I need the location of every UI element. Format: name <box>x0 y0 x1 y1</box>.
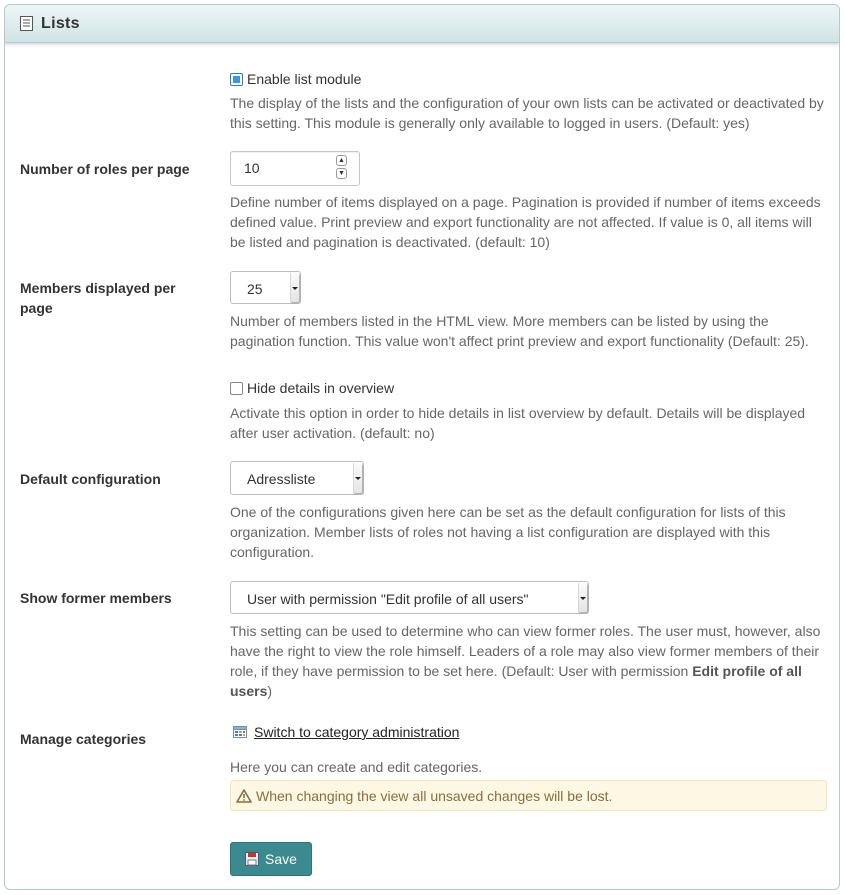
save-button[interactable] <box>230 842 312 876</box>
roles-per-page-value: 10 <box>244 160 260 176</box>
panel-header <box>5 5 839 43</box>
roles-per-page-help: Define number of items displayed on a page. Pagination is provided if number of items exceeds defined value. Print preview and export functionality are not affected. If value is 0, all items will be listed and pagination is deactivated. (default: 10) <box>230 194 821 250</box>
category-admin-link[interactable]: Switch to category administration <box>254 724 460 740</box>
roles-per-page-label: Number of roles per page <box>20 161 190 177</box>
hide-details-label: Hide details in overview <box>247 380 395 396</box>
chevron-down-icon[interactable] <box>290 273 299 302</box>
former-members-help-text: This setting can be used to determine who can view former roles. The user must, however, also have the right to view the role himself. Leaders of a role may also view former members of their role, if they have permission to be set here. (Default: User with permission <box>230 623 821 679</box>
enable-list-module-checkbox[interactable] <box>230 73 243 86</box>
hide-details-help: Activate this option in order to hide details in list overview by default. Details will be displayed after user activation. (default: no) <box>230 405 806 441</box>
manage-categories-label: Manage categories <box>20 731 147 747</box>
unsaved-changes-warning <box>230 780 827 811</box>
spin-down-icon[interactable]: ▼ <box>336 168 347 179</box>
members-per-page-value: 25 <box>247 281 263 297</box>
default-configuration-label: Default configuration <box>20 471 161 487</box>
manage-categories-help: Here you can create and edit categories. <box>230 759 483 775</box>
warning-icon <box>236 789 252 803</box>
category-admin-link-row[interactable] <box>233 724 459 740</box>
hide-details-checkbox[interactable] <box>230 382 243 395</box>
table-grid-icon <box>233 726 247 738</box>
default-configuration-select[interactable] <box>230 461 364 495</box>
show-former-members-value: User with permission "Edit profile of all users" <box>247 591 529 607</box>
chevron-down-icon[interactable] <box>353 463 362 493</box>
members-per-page-help: Number of members listed in the HTML view. More members can be listed by using the pagination function. This value won't affect print preview and export functionality (Default: 25). <box>230 313 809 349</box>
enable-list-module-label: Enable list module <box>247 71 362 87</box>
members-per-page-label: Members displayed per page <box>20 280 176 316</box>
list-document-icon <box>20 16 33 31</box>
default-configuration-help: One of the configurations given here can be set as the default configuration for lists of this organization. Member lists of roles not having a list configuration are displayed with this configuration. <box>230 504 786 560</box>
hide-details-option[interactable] <box>230 379 394 397</box>
former-members-help-bold: Edit profile of all users <box>230 663 802 699</box>
show-former-members-label: Show former members <box>20 590 172 606</box>
roles-per-page-spinner[interactable] <box>336 155 347 181</box>
spin-up-icon[interactable]: ▲ <box>336 155 347 166</box>
enable-list-module-option[interactable] <box>230 70 361 88</box>
floppy-disk-icon <box>245 852 259 866</box>
panel-title: Lists <box>41 14 80 32</box>
warning-text: When changing the view all unsaved changes will be lost. <box>256 787 613 804</box>
members-per-page-select[interactable] <box>230 271 301 304</box>
show-former-members-help <box>230 621 830 701</box>
enable-list-module-help: The display of the lists and the configuration of your own lists can be activated or deactivated by this setting. This module is generally only available to logged in users. (Default: yes) <box>230 95 824 131</box>
show-former-members-select[interactable] <box>230 581 589 614</box>
save-button-label: Save <box>265 851 297 867</box>
roles-per-page-input[interactable] <box>230 151 360 186</box>
default-configuration-value: Adressliste <box>247 471 316 487</box>
former-members-help-end: ) <box>267 683 273 699</box>
chevron-down-icon[interactable] <box>578 583 587 612</box>
lists-panel <box>4 4 840 890</box>
